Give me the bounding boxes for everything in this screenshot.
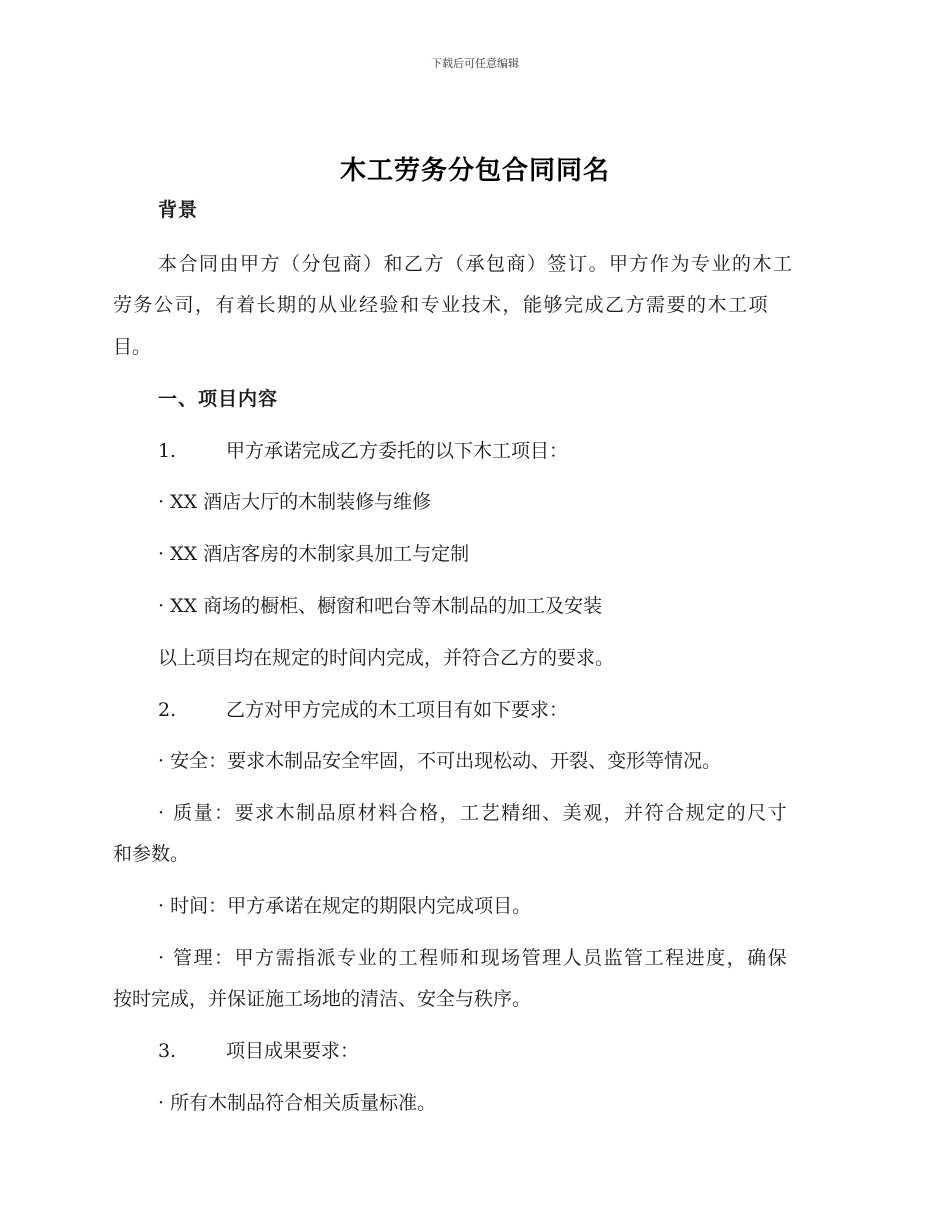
item2-number: 2. [158,699,177,721]
document-title: 木工劳务分包合同同名 [339,156,610,186]
header-note: 下载后可任意编辑 [431,57,519,70]
requirement-time: · 时间：甲方承诺在规定的期限内完成项目。 [158,895,532,917]
project-item-3: · XX 商场的橱柜、橱窗和吧台等木制品的加工及安装 [158,595,603,617]
item3-number: 3. [158,1040,177,1062]
requirement-quality-line-2: 和参数。 [113,843,190,865]
background-line-1: 本合同由甲方（分包商）和乙方（承包商）签订。甲方作为专业的木工 [158,253,794,275]
item3 [158,1039,359,1063]
requirement-management-line-2: 按时完成，并保证施工场地的清洁、安全与秩序。 [113,988,532,1010]
item3-text: 项目成果要求： [226,1040,360,1062]
item1-number: 1. [158,440,177,462]
requirement-management-line-1: · 管理：甲方需指派专业的工程师和现场管理人员监管工程进度，确保 [158,947,789,969]
item2 [158,698,568,722]
project-item-1: · XX 酒店大厅的木制装修与维修 [158,491,432,513]
background-heading: 背景 [158,199,199,221]
item1-text: 甲方承诺完成乙方委托的以下木工项目： [226,440,569,462]
background-line-3: 目。 [113,336,152,358]
result-item-1: · 所有木制品符合相关质量标准。 [158,1092,437,1114]
requirement-safety: · 安全：要求木制品安全牢固，不可出现松动、开裂、变形等情况。 [158,750,722,772]
section1-heading: 一、项目内容 [158,388,279,410]
project-item-2: · XX 酒店客房的木制家具加工与定制 [158,543,470,565]
projects-note: 以上项目均在规定的时间内完成，并符合乙方的要求。 [158,647,615,669]
background-line-2: 劳务公司，有着长期的从业经验和专业技术，能够完成乙方需要的木工项 [113,294,770,316]
item2-text: 乙方对甲方完成的木工项目有如下要求： [226,699,569,721]
item1 [158,439,568,463]
requirement-quality-line-1: · 质量：要求木制品原材料合格，工艺精细、美观，并符合规定的尺寸 [158,802,789,824]
